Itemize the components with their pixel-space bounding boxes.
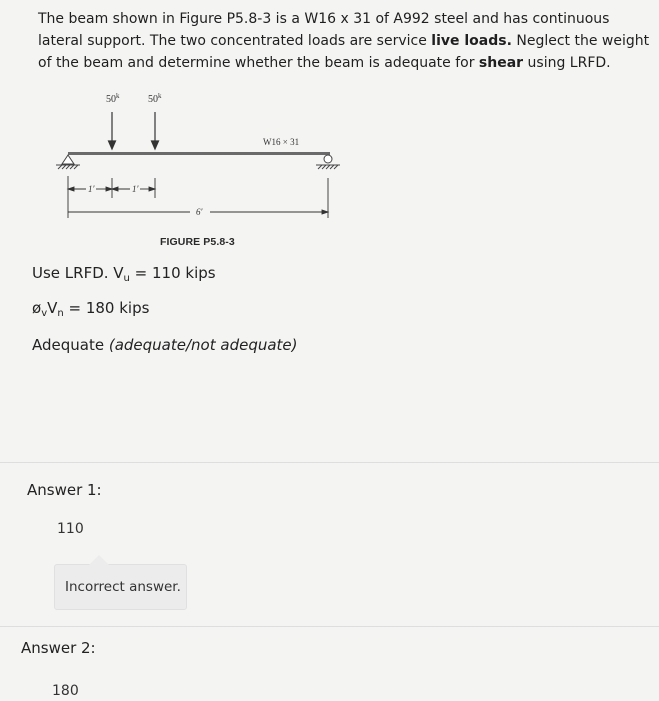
- section-label: W16 × 31: [263, 137, 300, 147]
- load-label-1: 50$^k$: [106, 92, 120, 105]
- conclusion-line: [32, 336, 298, 354]
- load-label-2: 50$^k$: [148, 92, 162, 105]
- question-bold-shear: shear: [478, 55, 524, 71]
- answer-2-value: 180: [52, 683, 79, 699]
- beam-figure: [50, 88, 350, 228]
- load-arrow-2: [152, 112, 159, 149]
- answer-1-feedback: [54, 564, 187, 610]
- question-part3: using LRFD.: [523, 55, 611, 71]
- answer-1-label: Answer 1:: [27, 481, 102, 499]
- span-label: 6′: [196, 207, 203, 217]
- dim-label-2: 1′: [132, 184, 139, 194]
- question-text: [38, 8, 650, 74]
- answer-2-block: [0, 626, 659, 701]
- phi-vn-line: $ø_vV_n = 180$ kips: [32, 299, 150, 319]
- answer-2-label: Answer 2:: [21, 639, 96, 657]
- question-bold-live-loads: live loads.: [431, 33, 512, 49]
- question-part2: Neglect the weight of the beam and determine whether the beam is adequate for: [38, 33, 650, 71]
- answer-1-value: 110: [57, 521, 84, 537]
- roller-support-right: [316, 155, 340, 169]
- feedback-text: Incorrect answer.: [65, 579, 181, 595]
- pin-support-left: [56, 155, 80, 169]
- beam: [68, 152, 330, 155]
- conclusion-hint: (adequate/not adequate): [108, 336, 298, 354]
- conclusion-value: Adequate: [32, 336, 105, 354]
- answer-1-block: [0, 462, 659, 625]
- load-arrow-1: [109, 112, 116, 149]
- vu-line: Use LRFD. $V_u = 110$ kips: [32, 264, 216, 284]
- figure-caption: FIGURE P5.8-3: [160, 236, 235, 248]
- question-part1: The beam shown in Figure P5.8-3 is a W16 x 31 of A992 steel and has continuous lateral support. The two concentrated loads are service: [38, 11, 610, 49]
- dim-label-1: 1′: [88, 184, 95, 194]
